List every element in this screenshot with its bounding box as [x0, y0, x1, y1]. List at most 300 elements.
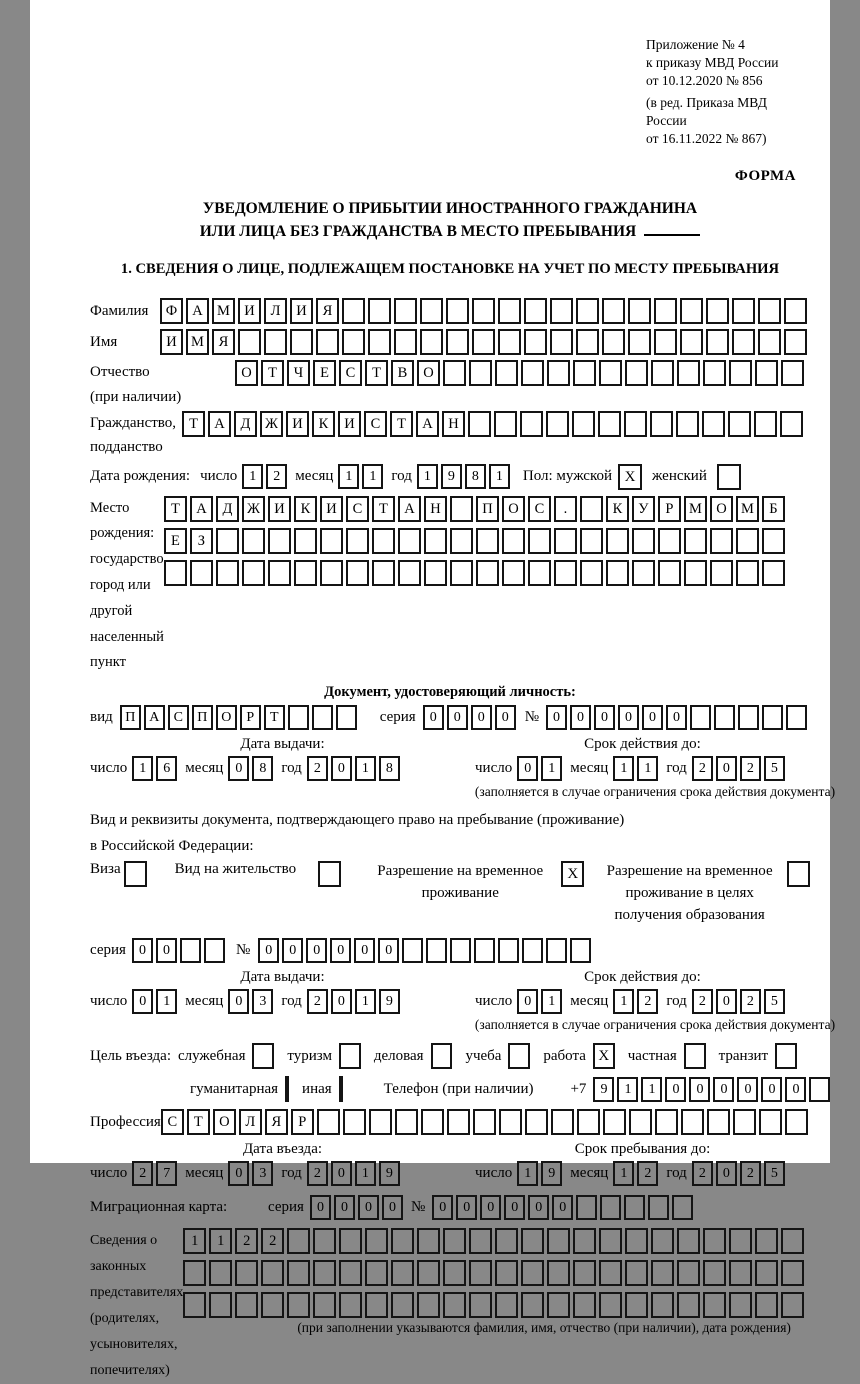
- char-cell[interactable]: [346, 560, 369, 586]
- char-cell[interactable]: [294, 560, 317, 586]
- char-cell[interactable]: Т: [164, 496, 187, 522]
- sex-female-checkbox[interactable]: [717, 464, 741, 490]
- char-cell[interactable]: [570, 938, 591, 963]
- char-cell[interactable]: [183, 1260, 206, 1286]
- char-cell[interactable]: Е: [164, 528, 187, 554]
- char-cell[interactable]: Д: [234, 411, 257, 437]
- char-cell[interactable]: [625, 1260, 648, 1286]
- char-cell[interactable]: 0: [716, 989, 737, 1014]
- visa-checkbox[interactable]: [124, 861, 147, 887]
- char-cell[interactable]: 1: [132, 756, 153, 781]
- char-cell[interactable]: 1: [338, 464, 359, 489]
- char-cell[interactable]: [317, 1109, 340, 1135]
- char-cell[interactable]: [426, 938, 447, 963]
- doc-series-cells[interactable]: [423, 705, 519, 730]
- char-cell[interactable]: [758, 329, 781, 355]
- char-cell[interactable]: [365, 1292, 388, 1318]
- char-cell[interactable]: 2: [692, 756, 713, 781]
- char-cell[interactable]: [365, 1228, 388, 1254]
- char-cell[interactable]: [446, 298, 469, 324]
- char-cell[interactable]: [677, 1260, 700, 1286]
- char-cell[interactable]: 1: [489, 464, 510, 489]
- char-cell[interactable]: Е: [313, 360, 336, 386]
- char-cell[interactable]: О: [216, 705, 237, 730]
- char-cell[interactable]: И: [320, 496, 343, 522]
- char-cell[interactable]: [599, 1292, 622, 1318]
- char-cell[interactable]: [703, 1260, 726, 1286]
- representatives-row1-cells[interactable]: [183, 1228, 807, 1254]
- char-cell[interactable]: [320, 528, 343, 554]
- char-cell[interactable]: [650, 411, 673, 437]
- char-cell[interactable]: К: [312, 411, 335, 437]
- char-cell[interactable]: [394, 329, 417, 355]
- purpose-commercial-checkbox[interactable]: [431, 1043, 453, 1069]
- char-cell[interactable]: [681, 1109, 704, 1135]
- char-cell[interactable]: [495, 1292, 518, 1318]
- char-cell[interactable]: [677, 1228, 700, 1254]
- char-cell[interactable]: В: [391, 360, 414, 386]
- char-cell[interactable]: 0: [228, 756, 249, 781]
- char-cell[interactable]: [809, 1077, 830, 1102]
- doc-issue-month-cells[interactable]: [228, 756, 276, 781]
- char-cell[interactable]: [525, 1109, 548, 1135]
- char-cell[interactable]: 0: [258, 938, 279, 963]
- char-cell[interactable]: [632, 560, 655, 586]
- char-cell[interactable]: [443, 1292, 466, 1318]
- char-cell[interactable]: 2: [132, 1161, 153, 1186]
- char-cell[interactable]: О: [213, 1109, 236, 1135]
- purpose-work-checkbox[interactable]: X: [593, 1043, 615, 1069]
- char-cell[interactable]: А: [190, 496, 213, 522]
- char-cell[interactable]: [502, 560, 525, 586]
- char-cell[interactable]: [651, 360, 674, 386]
- char-cell[interactable]: О: [417, 360, 440, 386]
- char-cell[interactable]: [499, 1109, 522, 1135]
- char-cell[interactable]: [624, 411, 647, 437]
- char-cell[interactable]: 8: [379, 756, 400, 781]
- char-cell[interactable]: М: [212, 298, 235, 324]
- char-cell[interactable]: [498, 329, 521, 355]
- char-cell[interactable]: [732, 298, 755, 324]
- representatives-row3-cells[interactable]: [183, 1292, 807, 1318]
- char-cell[interactable]: 0: [471, 705, 492, 730]
- char-cell[interactable]: [495, 360, 518, 386]
- char-cell[interactable]: 0: [382, 1195, 403, 1220]
- char-cell[interactable]: [658, 560, 681, 586]
- char-cell[interactable]: [420, 329, 443, 355]
- char-cell[interactable]: [546, 938, 567, 963]
- char-cell[interactable]: [528, 560, 551, 586]
- residence-valid-month-cells[interactable]: [613, 989, 661, 1014]
- char-cell[interactable]: [786, 705, 807, 730]
- char-cell[interactable]: 0: [480, 1195, 501, 1220]
- profession-cells[interactable]: [161, 1109, 811, 1135]
- char-cell[interactable]: [495, 1260, 518, 1286]
- char-cell[interactable]: 2: [637, 1161, 658, 1186]
- char-cell[interactable]: [651, 1292, 674, 1318]
- char-cell[interactable]: [690, 705, 711, 730]
- char-cell[interactable]: 2: [266, 464, 287, 489]
- char-cell[interactable]: [268, 528, 291, 554]
- char-cell[interactable]: [346, 528, 369, 554]
- char-cell[interactable]: [733, 1109, 756, 1135]
- residence-issue-day-cells[interactable]: [132, 989, 180, 1014]
- char-cell[interactable]: 8: [465, 464, 486, 489]
- char-cell[interactable]: [736, 528, 759, 554]
- char-cell[interactable]: 2: [307, 756, 328, 781]
- char-cell[interactable]: [546, 411, 569, 437]
- char-cell[interactable]: [443, 1228, 466, 1254]
- char-cell[interactable]: П: [120, 705, 141, 730]
- char-cell[interactable]: [476, 560, 499, 586]
- char-cell[interactable]: Б: [762, 496, 785, 522]
- char-cell[interactable]: А: [398, 496, 421, 522]
- char-cell[interactable]: 9: [441, 464, 462, 489]
- char-cell[interactable]: [474, 938, 495, 963]
- char-cell[interactable]: [472, 329, 495, 355]
- char-cell[interactable]: 2: [692, 989, 713, 1014]
- char-cell[interactable]: [654, 329, 677, 355]
- char-cell[interactable]: [520, 411, 543, 437]
- char-cell[interactable]: 7: [156, 1161, 177, 1186]
- char-cell[interactable]: [625, 1228, 648, 1254]
- char-cell[interactable]: П: [476, 496, 499, 522]
- char-cell[interactable]: М: [684, 496, 707, 522]
- char-cell[interactable]: 1: [156, 989, 177, 1014]
- char-cell[interactable]: Т: [365, 360, 388, 386]
- char-cell[interactable]: 0: [689, 1077, 710, 1102]
- char-cell[interactable]: Ж: [242, 496, 265, 522]
- char-cell[interactable]: Л: [264, 298, 287, 324]
- char-cell[interactable]: [755, 1292, 778, 1318]
- char-cell[interactable]: 1: [209, 1228, 232, 1254]
- char-cell[interactable]: [714, 705, 735, 730]
- char-cell[interactable]: [547, 360, 570, 386]
- char-cell[interactable]: [288, 705, 309, 730]
- char-cell[interactable]: [703, 360, 726, 386]
- char-cell[interactable]: Ж: [260, 411, 283, 437]
- birth-place-row3-cells[interactable]: [164, 560, 788, 586]
- char-cell[interactable]: [417, 1228, 440, 1254]
- char-cell[interactable]: 1: [541, 756, 562, 781]
- char-cell[interactable]: [261, 1260, 284, 1286]
- char-cell[interactable]: [573, 1260, 596, 1286]
- char-cell[interactable]: 0: [716, 1161, 737, 1186]
- char-cell[interactable]: [469, 360, 492, 386]
- char-cell[interactable]: [738, 705, 759, 730]
- char-cell[interactable]: [602, 329, 625, 355]
- char-cell[interactable]: 1: [613, 756, 634, 781]
- char-cell[interactable]: [729, 1292, 752, 1318]
- char-cell[interactable]: [339, 1292, 362, 1318]
- doc-type-cells[interactable]: [120, 705, 360, 730]
- char-cell[interactable]: [498, 938, 519, 963]
- char-cell[interactable]: [398, 528, 421, 554]
- char-cell[interactable]: [710, 528, 733, 554]
- char-cell[interactable]: [784, 298, 807, 324]
- char-cell[interactable]: [180, 938, 201, 963]
- char-cell[interactable]: [339, 1228, 362, 1254]
- char-cell[interactable]: [446, 329, 469, 355]
- char-cell[interactable]: [599, 1228, 622, 1254]
- purpose-tourism-checkbox[interactable]: [339, 1043, 361, 1069]
- char-cell[interactable]: 5: [764, 756, 785, 781]
- char-cell[interactable]: 0: [713, 1077, 734, 1102]
- char-cell[interactable]: [183, 1292, 206, 1318]
- birth-day-cells[interactable]: [242, 464, 290, 489]
- char-cell[interactable]: [625, 1292, 648, 1318]
- char-cell[interactable]: [651, 1260, 674, 1286]
- char-cell[interactable]: И: [290, 298, 313, 324]
- char-cell[interactable]: [391, 1260, 414, 1286]
- char-cell[interactable]: [372, 560, 395, 586]
- char-cell[interactable]: 0: [666, 705, 687, 730]
- char-cell[interactable]: У: [632, 496, 655, 522]
- char-cell[interactable]: [235, 1260, 258, 1286]
- char-cell[interactable]: 0: [785, 1077, 806, 1102]
- char-cell[interactable]: [729, 1260, 752, 1286]
- char-cell[interactable]: [547, 1260, 570, 1286]
- char-cell[interactable]: 0: [737, 1077, 758, 1102]
- char-cell[interactable]: [729, 360, 752, 386]
- char-cell[interactable]: [573, 1228, 596, 1254]
- char-cell[interactable]: 0: [517, 756, 538, 781]
- char-cell[interactable]: [703, 1292, 726, 1318]
- char-cell[interactable]: [628, 298, 651, 324]
- birth-place-row1-cells[interactable]: [164, 496, 788, 522]
- char-cell[interactable]: [342, 298, 365, 324]
- char-cell[interactable]: [268, 560, 291, 586]
- given-name-cells[interactable]: [160, 329, 810, 355]
- char-cell[interactable]: [754, 411, 777, 437]
- char-cell[interactable]: 0: [552, 1195, 573, 1220]
- char-cell[interactable]: 0: [310, 1195, 331, 1220]
- char-cell[interactable]: [576, 329, 599, 355]
- char-cell[interactable]: [628, 329, 651, 355]
- char-cell[interactable]: 1: [417, 464, 438, 489]
- char-cell[interactable]: [495, 1228, 518, 1254]
- char-cell[interactable]: 0: [546, 705, 567, 730]
- char-cell[interactable]: [450, 560, 473, 586]
- char-cell[interactable]: [402, 938, 423, 963]
- char-cell[interactable]: И: [160, 329, 183, 355]
- residence-issue-year-cells[interactable]: [307, 989, 403, 1014]
- char-cell[interactable]: [728, 411, 751, 437]
- char-cell[interactable]: А: [186, 298, 209, 324]
- char-cell[interactable]: 0: [354, 938, 375, 963]
- char-cell[interactable]: [547, 1228, 570, 1254]
- char-cell[interactable]: 0: [378, 938, 399, 963]
- char-cell[interactable]: [707, 1109, 730, 1135]
- char-cell[interactable]: [680, 329, 703, 355]
- char-cell[interactable]: 1: [641, 1077, 662, 1102]
- entry-month-cells[interactable]: [228, 1161, 276, 1186]
- char-cell[interactable]: Я: [316, 298, 339, 324]
- char-cell[interactable]: [736, 560, 759, 586]
- char-cell[interactable]: [550, 329, 573, 355]
- char-cell[interactable]: 2: [637, 989, 658, 1014]
- char-cell[interactable]: М: [736, 496, 759, 522]
- char-cell[interactable]: [316, 329, 339, 355]
- char-cell[interactable]: [598, 411, 621, 437]
- char-cell[interactable]: С: [168, 705, 189, 730]
- char-cell[interactable]: [450, 938, 471, 963]
- char-cell[interactable]: [677, 360, 700, 386]
- char-cell[interactable]: [473, 1109, 496, 1135]
- char-cell[interactable]: 0: [517, 989, 538, 1014]
- char-cell[interactable]: [443, 1260, 466, 1286]
- purpose-other-checkbox[interactable]: [339, 1076, 343, 1102]
- char-cell[interactable]: Т: [261, 360, 284, 386]
- char-cell[interactable]: [554, 560, 577, 586]
- char-cell[interactable]: 0: [528, 1195, 549, 1220]
- char-cell[interactable]: [524, 298, 547, 324]
- char-cell[interactable]: Р: [658, 496, 681, 522]
- birth-place-row2-cells[interactable]: [164, 528, 788, 554]
- char-cell[interactable]: [524, 329, 547, 355]
- char-cell[interactable]: А: [416, 411, 439, 437]
- stay-month-cells[interactable]: [613, 1161, 661, 1186]
- temp-residence-checkbox[interactable]: X: [561, 861, 584, 887]
- char-cell[interactable]: С: [339, 360, 362, 386]
- char-cell[interactable]: [238, 329, 261, 355]
- char-cell[interactable]: [780, 411, 803, 437]
- char-cell[interactable]: А: [208, 411, 231, 437]
- surname-cells[interactable]: [160, 298, 810, 324]
- char-cell[interactable]: Т: [390, 411, 413, 437]
- char-cell[interactable]: [624, 1195, 645, 1220]
- char-cell[interactable]: [573, 360, 596, 386]
- char-cell[interactable]: [498, 298, 521, 324]
- char-cell[interactable]: [528, 528, 551, 554]
- char-cell[interactable]: И: [286, 411, 309, 437]
- char-cell[interactable]: [294, 528, 317, 554]
- char-cell[interactable]: [522, 938, 543, 963]
- char-cell[interactable]: [606, 560, 629, 586]
- char-cell[interactable]: [313, 1292, 336, 1318]
- char-cell[interactable]: 1: [355, 1161, 376, 1186]
- doc-valid-month-cells[interactable]: [613, 756, 661, 781]
- char-cell[interactable]: .: [554, 496, 577, 522]
- residence-series-cells[interactable]: [132, 938, 228, 963]
- char-cell[interactable]: [580, 560, 603, 586]
- char-cell[interactable]: О: [235, 360, 258, 386]
- char-cell[interactable]: [235, 1292, 258, 1318]
- char-cell[interactable]: 0: [618, 705, 639, 730]
- char-cell[interactable]: 0: [331, 989, 352, 1014]
- char-cell[interactable]: [369, 1109, 392, 1135]
- char-cell[interactable]: [703, 1228, 726, 1254]
- residence-valid-day-cells[interactable]: [517, 989, 565, 1014]
- char-cell[interactable]: [502, 528, 525, 554]
- char-cell[interactable]: [606, 528, 629, 554]
- char-cell[interactable]: Р: [240, 705, 261, 730]
- char-cell[interactable]: [368, 298, 391, 324]
- char-cell[interactable]: [547, 1292, 570, 1318]
- citizenship-cells[interactable]: [182, 411, 806, 437]
- char-cell[interactable]: Р: [291, 1109, 314, 1135]
- char-cell[interactable]: [216, 560, 239, 586]
- char-cell[interactable]: [784, 329, 807, 355]
- char-cell[interactable]: Т: [264, 705, 285, 730]
- char-cell[interactable]: 9: [379, 989, 400, 1014]
- char-cell[interactable]: И: [338, 411, 361, 437]
- char-cell[interactable]: 2: [307, 1161, 328, 1186]
- char-cell[interactable]: Н: [424, 496, 447, 522]
- char-cell[interactable]: 5: [764, 989, 785, 1014]
- char-cell[interactable]: [476, 528, 499, 554]
- char-cell[interactable]: [632, 528, 655, 554]
- char-cell[interactable]: [342, 329, 365, 355]
- char-cell[interactable]: 1: [613, 989, 634, 1014]
- char-cell[interactable]: [521, 1228, 544, 1254]
- char-cell[interactable]: Ч: [287, 360, 310, 386]
- char-cell[interactable]: 1: [183, 1228, 206, 1254]
- char-cell[interactable]: [655, 1109, 678, 1135]
- char-cell[interactable]: [450, 496, 473, 522]
- char-cell[interactable]: [339, 1260, 362, 1286]
- char-cell[interactable]: [216, 528, 239, 554]
- char-cell[interactable]: [312, 705, 333, 730]
- char-cell[interactable]: [242, 528, 265, 554]
- char-cell[interactable]: 0: [228, 989, 249, 1014]
- char-cell[interactable]: Т: [372, 496, 395, 522]
- char-cell[interactable]: [625, 360, 648, 386]
- doc-valid-year-cells[interactable]: [692, 756, 788, 781]
- char-cell[interactable]: С: [364, 411, 387, 437]
- char-cell[interactable]: 0: [665, 1077, 686, 1102]
- char-cell[interactable]: [781, 360, 804, 386]
- char-cell[interactable]: [469, 1228, 492, 1254]
- residence-number-cells[interactable]: [258, 938, 594, 963]
- char-cell[interactable]: [261, 1292, 284, 1318]
- char-cell[interactable]: [313, 1260, 336, 1286]
- char-cell[interactable]: [242, 560, 265, 586]
- char-cell[interactable]: [209, 1292, 232, 1318]
- char-cell[interactable]: [372, 528, 395, 554]
- char-cell[interactable]: [762, 560, 785, 586]
- char-cell[interactable]: 1: [617, 1077, 638, 1102]
- char-cell[interactable]: [164, 560, 187, 586]
- char-cell[interactable]: 2: [235, 1228, 258, 1254]
- char-cell[interactable]: [576, 1195, 597, 1220]
- stay-day-cells[interactable]: [517, 1161, 565, 1186]
- char-cell[interactable]: 1: [637, 756, 658, 781]
- char-cell[interactable]: [755, 1260, 778, 1286]
- doc-valid-day-cells[interactable]: [517, 756, 565, 781]
- char-cell[interactable]: С: [528, 496, 551, 522]
- char-cell[interactable]: К: [606, 496, 629, 522]
- char-cell[interactable]: 3: [252, 989, 273, 1014]
- char-cell[interactable]: [287, 1292, 310, 1318]
- char-cell[interactable]: 0: [334, 1195, 355, 1220]
- char-cell[interactable]: [420, 298, 443, 324]
- char-cell[interactable]: Я: [212, 329, 235, 355]
- char-cell[interactable]: Л: [239, 1109, 262, 1135]
- char-cell[interactable]: [447, 1109, 470, 1135]
- patronymic-cells[interactable]: [235, 360, 807, 386]
- char-cell[interactable]: [781, 1228, 804, 1254]
- char-cell[interactable]: [398, 560, 421, 586]
- residence-issue-month-cells[interactable]: [228, 989, 276, 1014]
- char-cell[interactable]: [677, 1292, 700, 1318]
- char-cell[interactable]: 0: [306, 938, 327, 963]
- char-cell[interactable]: [785, 1109, 808, 1135]
- char-cell[interactable]: 0: [642, 705, 663, 730]
- char-cell[interactable]: [365, 1260, 388, 1286]
- char-cell[interactable]: 0: [423, 705, 444, 730]
- char-cell[interactable]: Ф: [160, 298, 183, 324]
